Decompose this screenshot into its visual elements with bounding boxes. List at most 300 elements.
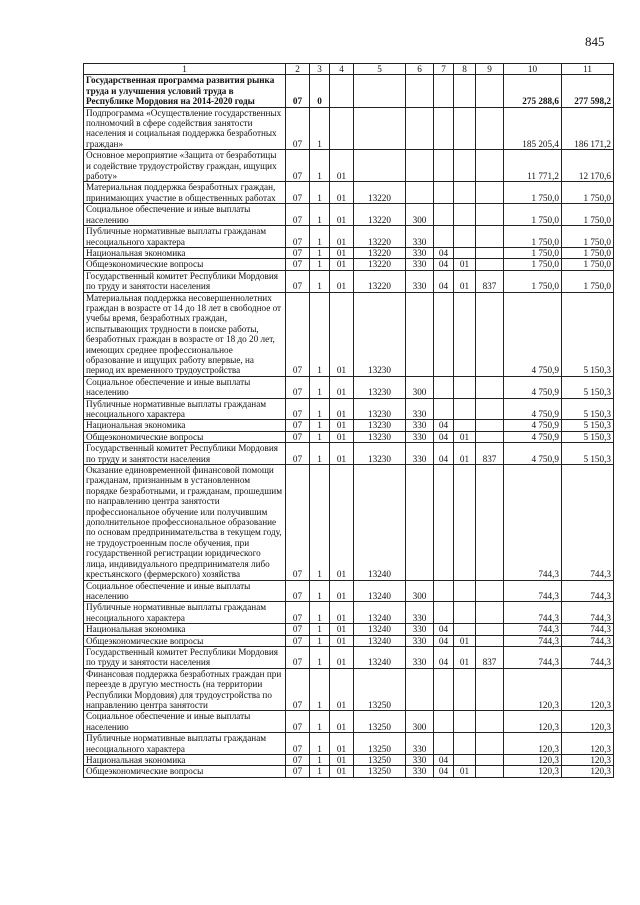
- direction-code-cell: 13250: [354, 755, 406, 766]
- direction-code-cell: 13240: [354, 646, 406, 668]
- activity-code-cell: 01: [330, 635, 354, 646]
- row-name-cell: Публичные нормативные выплаты гражданам несоциального характера: [84, 602, 286, 624]
- expense-type-cell: 330: [406, 270, 434, 292]
- row-name-cell: Социальное обеспечение и иные выплаты населению: [84, 204, 286, 226]
- amount-2020-cell: 120,3: [562, 766, 614, 777]
- row-name-cell: Государственный комитет Республики Мордовия по труду и занятости населения: [84, 443, 286, 465]
- ministry-code-cell: [476, 431, 504, 442]
- row-name-cell: Публичные нормативные выплаты гражданам несоциального характера: [84, 226, 286, 248]
- activity-code-cell: 01: [330, 646, 354, 668]
- amount-2019-cell: 120,3: [504, 733, 562, 755]
- ministry-code-cell: [476, 420, 504, 431]
- subchapter-code-cell: 01: [454, 766, 476, 777]
- activity-code-cell: 01: [330, 150, 354, 182]
- direction-code-cell: [354, 150, 406, 182]
- program-code-cell: 1: [310, 182, 330, 204]
- chapter-code-cell: 04: [434, 755, 454, 766]
- chapter-code-cell: [434, 107, 454, 150]
- row-name-cell: Оказание единовременной финансовой помощи гражданам, признанным в установленном порядке безработными, и гражданам, прошедшим по направлению центра занятости профессиональное обучение или получившим дополнительное профессиональное образование по основам предпринимательства в текущем году, не трудоустроенным после обучения, при государственной регистрации юридического лица, индивидуального предпринимателя либо крестьянского (фермерского) хозяйства: [84, 465, 286, 580]
- amount-2019-cell: 744,3: [504, 580, 562, 602]
- amount-2020-cell: 1 750,0: [562, 182, 614, 204]
- amount-2020-cell: 120,3: [562, 668, 614, 711]
- section-code-cell: 07: [286, 204, 310, 226]
- table-row: [84, 75, 614, 107]
- table-row: [84, 766, 614, 777]
- chapter-code-cell: [434, 150, 454, 182]
- expense-type-cell: [406, 107, 434, 150]
- ministry-code-cell: [476, 107, 504, 150]
- section-code-cell: 07: [286, 766, 310, 777]
- expense-type-cell: [406, 292, 434, 376]
- program-code-cell: 1: [310, 602, 330, 624]
- subchapter-code-cell: 01: [454, 635, 476, 646]
- amount-2020-cell: 744,3: [562, 624, 614, 635]
- column-header: 1: [84, 64, 286, 75]
- ministry-code-cell: [476, 624, 504, 635]
- activity-code-cell: 01: [330, 420, 354, 431]
- amount-2019-cell: 4 750,9: [504, 420, 562, 431]
- subchapter-code-cell: [454, 420, 476, 431]
- expense-type-cell: 300: [406, 711, 434, 733]
- amount-2019-cell: 4 750,9: [504, 443, 562, 465]
- amount-2020-cell: 1 750,0: [562, 204, 614, 226]
- column-header: 6: [406, 64, 434, 75]
- chapter-code-cell: 04: [434, 247, 454, 258]
- chapter-code-cell: [434, 465, 454, 580]
- direction-code-cell: 13220: [354, 270, 406, 292]
- direction-code-cell: 13220: [354, 226, 406, 248]
- program-code-cell: 1: [310, 376, 330, 398]
- table-row: [84, 668, 614, 711]
- subchapter-code-cell: [454, 150, 476, 182]
- column-header: 3: [310, 64, 330, 75]
- program-code-cell: 0: [310, 75, 330, 107]
- row-name-cell: Общеэкономические вопросы: [84, 431, 286, 442]
- ministry-code-cell: [476, 247, 504, 258]
- expense-type-cell: 330: [406, 766, 434, 777]
- subchapter-code-cell: 01: [454, 431, 476, 442]
- ministry-code-cell: [476, 204, 504, 226]
- section-code-cell: 07: [286, 182, 310, 204]
- subchapter-code-cell: [454, 624, 476, 635]
- expense-type-cell: 330: [406, 733, 434, 755]
- section-code-cell: 07: [286, 247, 310, 258]
- amount-2019-cell: 4 750,9: [504, 398, 562, 420]
- ministry-code-cell: [476, 711, 504, 733]
- section-code-cell: 07: [286, 646, 310, 668]
- subchapter-code-cell: [454, 580, 476, 602]
- row-name-cell: Национальная экономика: [84, 420, 286, 431]
- ministry-code-cell: [476, 668, 504, 711]
- amount-2019-cell: 744,3: [504, 646, 562, 668]
- amount-2020-cell: 1 750,0: [562, 270, 614, 292]
- amount-2020-cell: 744,3: [562, 465, 614, 580]
- expense-type-cell: 330: [406, 602, 434, 624]
- program-code-cell: 1: [310, 624, 330, 635]
- direction-code-cell: 13230: [354, 420, 406, 431]
- program-code-cell: 1: [310, 766, 330, 777]
- chapter-code-cell: 04: [434, 420, 454, 431]
- amount-2019-cell: 1 750,0: [504, 270, 562, 292]
- row-name-cell: Публичные нормативные выплаты гражданам несоциального характера: [84, 733, 286, 755]
- ministry-code-cell: [476, 376, 504, 398]
- subchapter-code-cell: [454, 226, 476, 248]
- chapter-code-cell: [434, 226, 454, 248]
- section-code-cell: 07: [286, 226, 310, 248]
- program-code-cell: 1: [310, 204, 330, 226]
- amount-2020-cell: 744,3: [562, 602, 614, 624]
- subchapter-code-cell: [454, 247, 476, 258]
- activity-code-cell: 01: [330, 711, 354, 733]
- amount-2020-cell: 5 150,3: [562, 292, 614, 376]
- activity-code-cell: 01: [330, 465, 354, 580]
- program-code-cell: 1: [310, 668, 330, 711]
- subchapter-code-cell: [454, 204, 476, 226]
- column-header: 8: [454, 64, 476, 75]
- section-code-cell: 07: [286, 420, 310, 431]
- amount-2020-cell: 5 150,3: [562, 376, 614, 398]
- direction-code-cell: 13240: [354, 635, 406, 646]
- row-name-cell: Национальная экономика: [84, 755, 286, 766]
- section-code-cell: 07: [286, 292, 310, 376]
- chapter-code-cell: [434, 376, 454, 398]
- ministry-code-cell: [476, 398, 504, 420]
- expense-type-cell: [406, 150, 434, 182]
- subchapter-code-cell: [454, 755, 476, 766]
- program-code-cell: 1: [310, 431, 330, 442]
- activity-code-cell: 01: [330, 270, 354, 292]
- row-name-cell: Социальное обеспечение и иные выплаты населению: [84, 580, 286, 602]
- amount-2019-cell: 744,3: [504, 624, 562, 635]
- amount-2020-cell: 5 150,3: [562, 431, 614, 442]
- header-row: [84, 64, 614, 75]
- row-name-cell: Общеэкономические вопросы: [84, 766, 286, 777]
- amount-2019-cell: 120,3: [504, 711, 562, 733]
- subchapter-code-cell: [454, 292, 476, 376]
- program-code-cell: 1: [310, 646, 330, 668]
- column-header: 9: [476, 64, 504, 75]
- table-row: [84, 443, 614, 465]
- amount-2019-cell: 1 750,0: [504, 204, 562, 226]
- direction-code-cell: 13230: [354, 431, 406, 442]
- amount-2020-cell: 120,3: [562, 733, 614, 755]
- program-code-cell: 1: [310, 733, 330, 755]
- activity-code-cell: 01: [330, 668, 354, 711]
- table-row: [84, 711, 614, 733]
- activity-code-cell: [330, 75, 354, 107]
- amount-2019-cell: 185 205,4: [504, 107, 562, 150]
- amount-2020-cell: 120,3: [562, 711, 614, 733]
- section-code-cell: 07: [286, 602, 310, 624]
- activity-code-cell: 01: [330, 259, 354, 270]
- amount-2019-cell: 120,3: [504, 668, 562, 711]
- row-name-cell: Государственный комитет Республики Мордовия по труду и занятости населения: [84, 646, 286, 668]
- activity-code-cell: 01: [330, 733, 354, 755]
- row-name-cell: Государственная программа развития рынка труда и улучшения условий труда в Республике Мордовия на 2014-2020 годы: [84, 75, 286, 107]
- amount-2019-cell: 1 750,0: [504, 247, 562, 258]
- direction-code-cell: 13250: [354, 766, 406, 777]
- direction-code-cell: 13230: [354, 398, 406, 420]
- subchapter-code-cell: [454, 107, 476, 150]
- chapter-code-cell: 04: [434, 624, 454, 635]
- direction-code-cell: 13220: [354, 182, 406, 204]
- section-code-cell: 07: [286, 465, 310, 580]
- expense-type-cell: 300: [406, 204, 434, 226]
- table-row: [84, 107, 614, 150]
- row-name-cell: Основное мероприятие «Защита от безработицы и содействие трудоустройству граждан, ищущих работу»: [84, 150, 286, 182]
- chapter-code-cell: [434, 668, 454, 711]
- expense-type-cell: 300: [406, 580, 434, 602]
- row-name-cell: Государственный комитет Республики Мордовия по труду и занятости населения: [84, 270, 286, 292]
- amount-2019-cell: 275 288,6: [504, 75, 562, 107]
- page-number: 845: [585, 34, 605, 49]
- subchapter-code-cell: [454, 711, 476, 733]
- expense-type-cell: 330: [406, 226, 434, 248]
- amount-2020-cell: 744,3: [562, 580, 614, 602]
- amount-2020-cell: 12 170,6: [562, 150, 614, 182]
- expense-type-cell: 330: [406, 398, 434, 420]
- amount-2019-cell: 744,3: [504, 635, 562, 646]
- amount-2019-cell: 4 750,9: [504, 376, 562, 398]
- row-name-cell: Национальная экономика: [84, 247, 286, 258]
- direction-code-cell: [354, 75, 406, 107]
- ministry-code-cell: [476, 755, 504, 766]
- table-row: [84, 259, 614, 270]
- subchapter-code-cell: [454, 733, 476, 755]
- subchapter-code-cell: 01: [454, 443, 476, 465]
- expense-type-cell: 330: [406, 431, 434, 442]
- direction-code-cell: 13240: [354, 465, 406, 580]
- activity-code-cell: 01: [330, 602, 354, 624]
- amount-2019-cell: 4 750,9: [504, 431, 562, 442]
- subchapter-code-cell: 01: [454, 259, 476, 270]
- row-name-cell: Материальная поддержка безработных граждан, принимающих участие в общественных работах: [84, 182, 286, 204]
- table-row: [84, 150, 614, 182]
- amount-2020-cell: 277 598,2: [562, 75, 614, 107]
- amount-2019-cell: 120,3: [504, 766, 562, 777]
- row-name-cell: Социальное обеспечение и иные выплаты населению: [84, 376, 286, 398]
- table-row: [84, 398, 614, 420]
- activity-code-cell: 01: [330, 292, 354, 376]
- chapter-code-cell: 04: [434, 270, 454, 292]
- direction-code-cell: 13230: [354, 292, 406, 376]
- direction-code-cell: 13240: [354, 624, 406, 635]
- direction-code-cell: 13240: [354, 580, 406, 602]
- table-row: [84, 602, 614, 624]
- activity-code-cell: 01: [330, 443, 354, 465]
- ministry-code-cell: [476, 150, 504, 182]
- section-code-cell: 07: [286, 107, 310, 150]
- amount-2019-cell: 4 750,9: [504, 292, 562, 376]
- table-row: [84, 420, 614, 431]
- direction-code-cell: 13230: [354, 376, 406, 398]
- program-code-cell: 1: [310, 635, 330, 646]
- program-code-cell: 1: [310, 270, 330, 292]
- activity-code-cell: 01: [330, 580, 354, 602]
- section-code-cell: 07: [286, 259, 310, 270]
- ministry-code-cell: [476, 766, 504, 777]
- direction-code-cell: 13220: [354, 204, 406, 226]
- activity-code-cell: 01: [330, 204, 354, 226]
- section-code-cell: 07: [286, 150, 310, 182]
- program-code-cell: 1: [310, 711, 330, 733]
- amount-2020-cell: 120,3: [562, 755, 614, 766]
- amount-2020-cell: 5 150,3: [562, 398, 614, 420]
- program-code-cell: 1: [310, 247, 330, 258]
- amount-2020-cell: 186 171,2: [562, 107, 614, 150]
- table-row: [84, 431, 614, 442]
- section-code-cell: 07: [286, 398, 310, 420]
- expense-type-cell: [406, 465, 434, 580]
- activity-code-cell: [330, 107, 354, 150]
- section-code-cell: 07: [286, 733, 310, 755]
- program-code-cell: 1: [310, 443, 330, 465]
- section-code-cell: 07: [286, 755, 310, 766]
- table-row: [84, 635, 614, 646]
- ministry-code-cell: [476, 635, 504, 646]
- amount-2019-cell: 1 750,0: [504, 259, 562, 270]
- row-name-cell: Социальное обеспечение и иные выплаты населению: [84, 711, 286, 733]
- section-code-cell: 07: [286, 443, 310, 465]
- expense-type-cell: 300: [406, 376, 434, 398]
- activity-code-cell: 01: [330, 247, 354, 258]
- subchapter-code-cell: [454, 182, 476, 204]
- section-code-cell: 07: [286, 711, 310, 733]
- ministry-code-cell: [476, 226, 504, 248]
- expense-type-cell: 330: [406, 259, 434, 270]
- program-code-cell: 1: [310, 150, 330, 182]
- table-row: [84, 646, 614, 668]
- program-code-cell: 1: [310, 580, 330, 602]
- direction-code-cell: 13240: [354, 602, 406, 624]
- activity-code-cell: 01: [330, 376, 354, 398]
- table-row: [84, 733, 614, 755]
- expense-type-cell: [406, 668, 434, 711]
- activity-code-cell: 01: [330, 624, 354, 635]
- program-code-cell: 1: [310, 226, 330, 248]
- chapter-code-cell: [434, 711, 454, 733]
- activity-code-cell: 01: [330, 766, 354, 777]
- direction-code-cell: 13250: [354, 711, 406, 733]
- amount-2019-cell: 744,3: [504, 465, 562, 580]
- ministry-code-cell: [476, 259, 504, 270]
- table-row: [84, 376, 614, 398]
- row-name-cell: Финансовая поддержка безработных граждан при переезде в другую местность (на территории Республики Мордовия) для трудоустройства по направлению центра занятости: [84, 668, 286, 711]
- activity-code-cell: 01: [330, 398, 354, 420]
- direction-code-cell: 13220: [354, 259, 406, 270]
- budget-table: [83, 63, 614, 778]
- section-code-cell: 07: [286, 75, 310, 107]
- activity-code-cell: 01: [330, 182, 354, 204]
- activity-code-cell: 01: [330, 755, 354, 766]
- direction-code-cell: [354, 107, 406, 150]
- table-row: [84, 465, 614, 580]
- row-name-cell: Подпрограмма «Осуществление государственных полномочий в сфере содействия занятости населения и социальная поддержка безработных граждан»: [84, 107, 286, 150]
- chapter-code-cell: 04: [434, 443, 454, 465]
- row-name-cell: Общеэкономические вопросы: [84, 635, 286, 646]
- program-code-cell: 1: [310, 755, 330, 766]
- subchapter-code-cell: [454, 668, 476, 711]
- column-header: 10: [504, 64, 562, 75]
- chapter-code-cell: 04: [434, 766, 454, 777]
- column-header: 2: [286, 64, 310, 75]
- ministry-code-cell: [476, 75, 504, 107]
- column-header: 7: [434, 64, 454, 75]
- table-row: [84, 755, 614, 766]
- amount-2020-cell: 5 150,3: [562, 443, 614, 465]
- row-name-cell: Публичные нормативные выплаты гражданам несоциального характера: [84, 398, 286, 420]
- chapter-code-cell: [434, 398, 454, 420]
- section-code-cell: 07: [286, 270, 310, 292]
- section-code-cell: 07: [286, 431, 310, 442]
- program-code-cell: 1: [310, 465, 330, 580]
- table-row: [84, 182, 614, 204]
- subchapter-code-cell: 01: [454, 270, 476, 292]
- expense-type-cell: 330: [406, 646, 434, 668]
- program-code-cell: 1: [310, 398, 330, 420]
- expense-type-cell: 330: [406, 635, 434, 646]
- table-row: [84, 292, 614, 376]
- ministry-code-cell: 837: [476, 646, 504, 668]
- subchapter-code-cell: [454, 602, 476, 624]
- subchapter-code-cell: [454, 398, 476, 420]
- amount-2019-cell: 11 771,2: [504, 150, 562, 182]
- section-code-cell: 07: [286, 376, 310, 398]
- expense-type-cell: [406, 182, 434, 204]
- ministry-code-cell: [476, 602, 504, 624]
- chapter-code-cell: 04: [434, 646, 454, 668]
- program-code-cell: 1: [310, 292, 330, 376]
- amount-2019-cell: 120,3: [504, 755, 562, 766]
- table-row: [84, 247, 614, 258]
- activity-code-cell: 01: [330, 226, 354, 248]
- expense-type-cell: [406, 75, 434, 107]
- chapter-code-cell: 04: [434, 635, 454, 646]
- chapter-code-cell: 04: [434, 259, 454, 270]
- table-row: [84, 580, 614, 602]
- table-row: [84, 226, 614, 248]
- amount-2020-cell: 744,3: [562, 635, 614, 646]
- table-row: [84, 270, 614, 292]
- ministry-code-cell: [476, 292, 504, 376]
- activity-code-cell: 01: [330, 431, 354, 442]
- expense-type-cell: 330: [406, 420, 434, 431]
- program-code-cell: 1: [310, 107, 330, 150]
- ministry-code-cell: [476, 465, 504, 580]
- row-name-cell: Национальная экономика: [84, 624, 286, 635]
- row-name-cell: Материальная поддержка несовершеннолетних граждан в возрасте от 14 до 18 лет в свободное от учебы время, безработных граждан, испытывающих трудности в поиске работы, безработных граждан в возрасте от 18 до 20 лет, имеющих среднее профессиональное образование и ищущих работу впервые, на период их временного трудоустройства: [84, 292, 286, 376]
- amount-2020-cell: 1 750,0: [562, 259, 614, 270]
- expense-type-cell: 330: [406, 755, 434, 766]
- amount-2020-cell: 5 150,3: [562, 420, 614, 431]
- section-code-cell: 07: [286, 668, 310, 711]
- amount-2019-cell: 744,3: [504, 602, 562, 624]
- row-name-cell: Общеэкономические вопросы: [84, 259, 286, 270]
- section-code-cell: 07: [286, 635, 310, 646]
- chapter-code-cell: [434, 602, 454, 624]
- direction-code-cell: 13230: [354, 443, 406, 465]
- program-code-cell: 1: [310, 420, 330, 431]
- direction-code-cell: 13250: [354, 733, 406, 755]
- expense-type-cell: 330: [406, 624, 434, 635]
- column-header: 5: [354, 64, 406, 75]
- subchapter-code-cell: [454, 376, 476, 398]
- expense-type-cell: 330: [406, 247, 434, 258]
- direction-code-cell: 13250: [354, 668, 406, 711]
- ministry-code-cell: [476, 580, 504, 602]
- amount-2020-cell: 744,3: [562, 646, 614, 668]
- direction-code-cell: 13220: [354, 247, 406, 258]
